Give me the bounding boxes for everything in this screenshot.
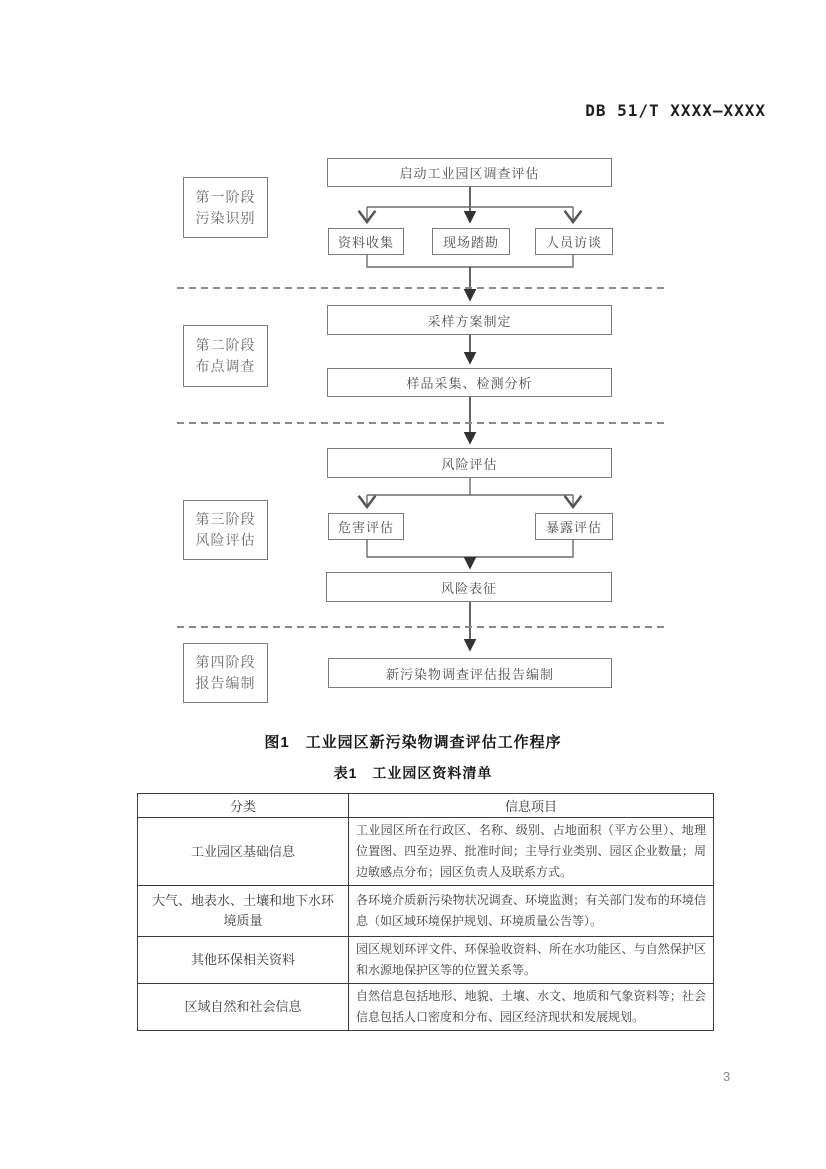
table-header-row bbox=[138, 794, 714, 818]
row-items: 自然信息包括地形、地貌、土壤、水文、地质和气象资料等；社会信息包括人口密度和分布、园区经济现状和发展规划。 bbox=[349, 984, 714, 1031]
table-row bbox=[138, 818, 714, 886]
node-site-survey: 现场踏勘 bbox=[432, 228, 510, 255]
phase-4-line2: 报告编制 bbox=[195, 675, 256, 691]
node-risk-assessment: 风险评估 bbox=[327, 448, 612, 478]
node-report: 新污染物调查评估报告编制 bbox=[328, 658, 612, 688]
node-start: 启动工业园区调查评估 bbox=[327, 158, 612, 187]
phase-4-line1: 第四阶段 bbox=[195, 654, 256, 670]
column-header-items: 信息项目 bbox=[349, 794, 714, 818]
figure-caption: 图1 工业园区新污染物调查评估工作程序 bbox=[264, 734, 562, 751]
node-exposure-assessment: 暴露评估 bbox=[535, 513, 613, 540]
phase-label-1 bbox=[183, 177, 268, 238]
phase-label-4 bbox=[183, 643, 268, 703]
row-items: 各环境介质新污染物状况调查、环境监测；有关部门发布的环境信息（如区域环境保护规划、环境质量公告等）。 bbox=[349, 886, 714, 937]
node-risk-characterization: 风险表征 bbox=[326, 572, 612, 602]
resource-list-table bbox=[137, 793, 714, 1031]
join-line-phase1 bbox=[367, 255, 573, 267]
table-caption: 表1 工业园区资料清单 bbox=[333, 765, 493, 781]
node-hazard-assessment: 危害评估 bbox=[328, 513, 404, 540]
phase-2-line2: 布点调查 bbox=[195, 358, 256, 374]
row-category: 大气、地表水、土壤和地下水环境质量 bbox=[138, 886, 349, 937]
row-category: 工业园区基础信息 bbox=[138, 818, 349, 886]
phase-1-line1: 第一阶段 bbox=[195, 188, 256, 205]
phase-2-line1: 第二阶段 bbox=[195, 337, 256, 353]
node-sampling-plan: 采样方案制定 bbox=[327, 305, 612, 335]
join-line-phase3 bbox=[367, 540, 573, 557]
phase-1-line2: 污染识别 bbox=[195, 209, 256, 226]
row-category: 区域自然和社会信息 bbox=[138, 984, 349, 1031]
node-interview: 人员访谈 bbox=[535, 228, 613, 255]
column-header-category: 分类 bbox=[138, 794, 349, 818]
phase-3-line1: 第三阶段 bbox=[195, 511, 256, 527]
node-sample-analysis: 样品采集、检测分析 bbox=[327, 368, 612, 397]
row-items: 园区规划环评文件、环保验收资料、所在水功能区、与自然保护区和水源地保护区等的位置关系等。 bbox=[349, 937, 714, 984]
phase-label-2 bbox=[183, 325, 268, 387]
standard-number-header: DB 51/T XXXX—XXXX bbox=[585, 101, 766, 120]
row-category: 其他环保相关资料 bbox=[138, 937, 349, 984]
phase-label-3 bbox=[183, 500, 268, 560]
table-row bbox=[138, 984, 714, 1031]
phase-3-line2: 风险评估 bbox=[195, 532, 256, 548]
table-row bbox=[138, 886, 714, 937]
row-items: 工业园区所在行政区、名称、级别、占地面积（平方公里）、地理位置图、四至边界、批准时间；主导行业类别、园区企业数量；周边敏感点分布；园区负责人及联系方式。 bbox=[349, 818, 714, 886]
page-number: 3 bbox=[723, 1069, 731, 1084]
node-data-collection: 资料收集 bbox=[328, 228, 404, 255]
table-row bbox=[138, 937, 714, 984]
